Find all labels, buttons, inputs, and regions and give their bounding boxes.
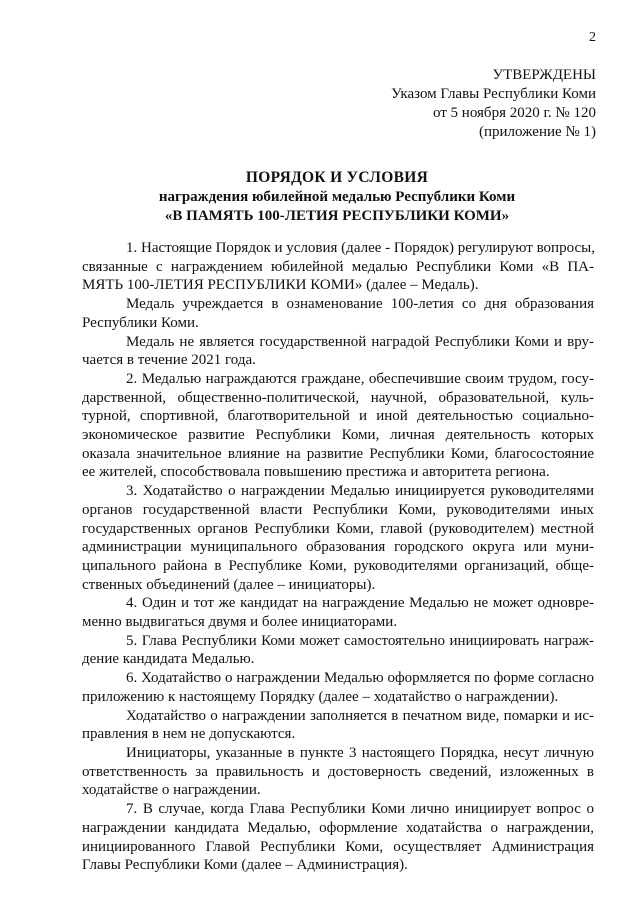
document-heading [82, 168, 592, 226]
text-line: дение кандидата Медалью. [82, 651, 255, 668]
paragraph-p7 [82, 800, 594, 875]
text-line: награждении кандидата Медалью, оформление ходатайства о награждении, [82, 819, 594, 836]
paragraph-p1c [82, 333, 594, 370]
approval-title: УТВЕРЖДЕНЫ [492, 67, 596, 83]
text-line: ее жителей, способствовала повышению престижа и авторитета региона. [82, 464, 550, 481]
medal-name: «В ПАМЯТЬ 100-ЛЕТИЯ РЕСПУБЛИКИ КОМИ» [164, 208, 510, 224]
document-subtitle: награждения юбилейной медалью Республики Коми [158, 189, 516, 205]
paragraph-p5 [82, 632, 594, 669]
text-line: 5. Глава Республики Коми может самостоятельно инициировать награж- [126, 632, 594, 649]
text-line: ходатайстве о награждении. [82, 782, 261, 799]
text-line: 7. В случае, когда Глава Республики Коми лично инициирует вопрос о [126, 801, 594, 818]
text-line: чается в течение 2021 года. [82, 352, 256, 369]
text-line: 1. Настоящие Порядок и условия (далее - Порядок) регулируют вопросы, [126, 240, 595, 256]
text-line: менно выдвигаться двумя и более инициаторами. [82, 614, 398, 631]
text-line: Республики Коми. [82, 314, 199, 331]
paragraph-p1 [82, 239, 594, 295]
paragraph-p3 [82, 482, 594, 594]
text-line: 3. Ходатайство о награждении Медалью инициируется руководителями [126, 483, 594, 500]
approval-date: от 5 ноября 2020 г. № 120 [432, 105, 596, 121]
approval-appendix: (приложение № 1) [478, 124, 596, 140]
paragraph-p6 [82, 669, 594, 706]
text-line: администрации муниципального образования городского округа или муни- [82, 539, 594, 556]
text-line: государственных органов Республики Коми, главой (руководителем) местной [82, 520, 594, 537]
paragraph-p2 [82, 370, 594, 482]
text-line: 4. Один и тот же кандидат на награждение Медалью не может одновре- [126, 595, 594, 612]
approval-stamp [391, 66, 596, 142]
text-line: Медаль не является государственной наградой Республики Коми и вру- [126, 333, 594, 350]
page-number: 2 [589, 30, 596, 45]
text-line: турной, спортивной, благотворительной и иной деятельностью социально- [82, 408, 594, 425]
text-line: инициированного Главой Республики Коми, осуществляет Администрация [82, 838, 594, 855]
text-line: 6. Ходатайство о награждении Медалью оформляется по форме согласно [126, 670, 594, 687]
text-line: ципального района в Республике Коми, руководителями организаций, обще- [82, 557, 594, 574]
text-line: оказала значительное влияние на развитие Республики Коми, благосостояние [82, 445, 594, 462]
paragraph-p6b [82, 707, 594, 744]
text-line: органов государственной власти Республики Коми, руководителями иных [82, 501, 594, 518]
document-title: ПОРЯДОК И УСЛОВИЯ [245, 169, 429, 186]
approval-authority: Указом Главы Республики Коми [391, 86, 596, 102]
text-line: ответственность за правильность и достоверность сведений, изложенных в [82, 763, 594, 780]
text-line: ственных объединений (далее – инициаторы). [82, 576, 376, 593]
text-line: Медаль учреждается в ознаменование 100-летия со дня образования [126, 296, 594, 313]
paragraph-p6c [82, 744, 594, 800]
text-line: Главы Республики Коми (далее – Администрация). [82, 857, 408, 874]
text-line: правления в нем не допускаются. [82, 726, 296, 743]
text-line: Ходатайство о награждении заполняется в печатном виде, помарки и ис- [126, 707, 594, 724]
text-line: дарственной, общественно-политической, научной, образовательной, куль- [82, 389, 594, 406]
paragraph-p1b [82, 295, 594, 332]
text-line: Инициаторы, указанные в пункте 3 настоящего Порядка, несут личную [126, 744, 594, 761]
text-line: 2. Медалью награждаются граждане, обеспечившие своим трудом, госу- [126, 370, 594, 387]
text-line: связанные с награждением юбилейной медалью Республики Коми «В ПА- [82, 258, 594, 275]
document-body [82, 239, 594, 875]
text-line: МЯТЬ 100-ЛЕТИЯ РЕСПУБЛИКИ КОМИ» (далее – Медаль). [82, 277, 479, 294]
text-line: приложению к настоящему Порядку (далее – ходатайство о награждении). [82, 688, 559, 705]
paragraph-p4 [82, 594, 594, 631]
text-line: экономическое развитие Республики Коми, личная деятельность которых [82, 427, 594, 444]
